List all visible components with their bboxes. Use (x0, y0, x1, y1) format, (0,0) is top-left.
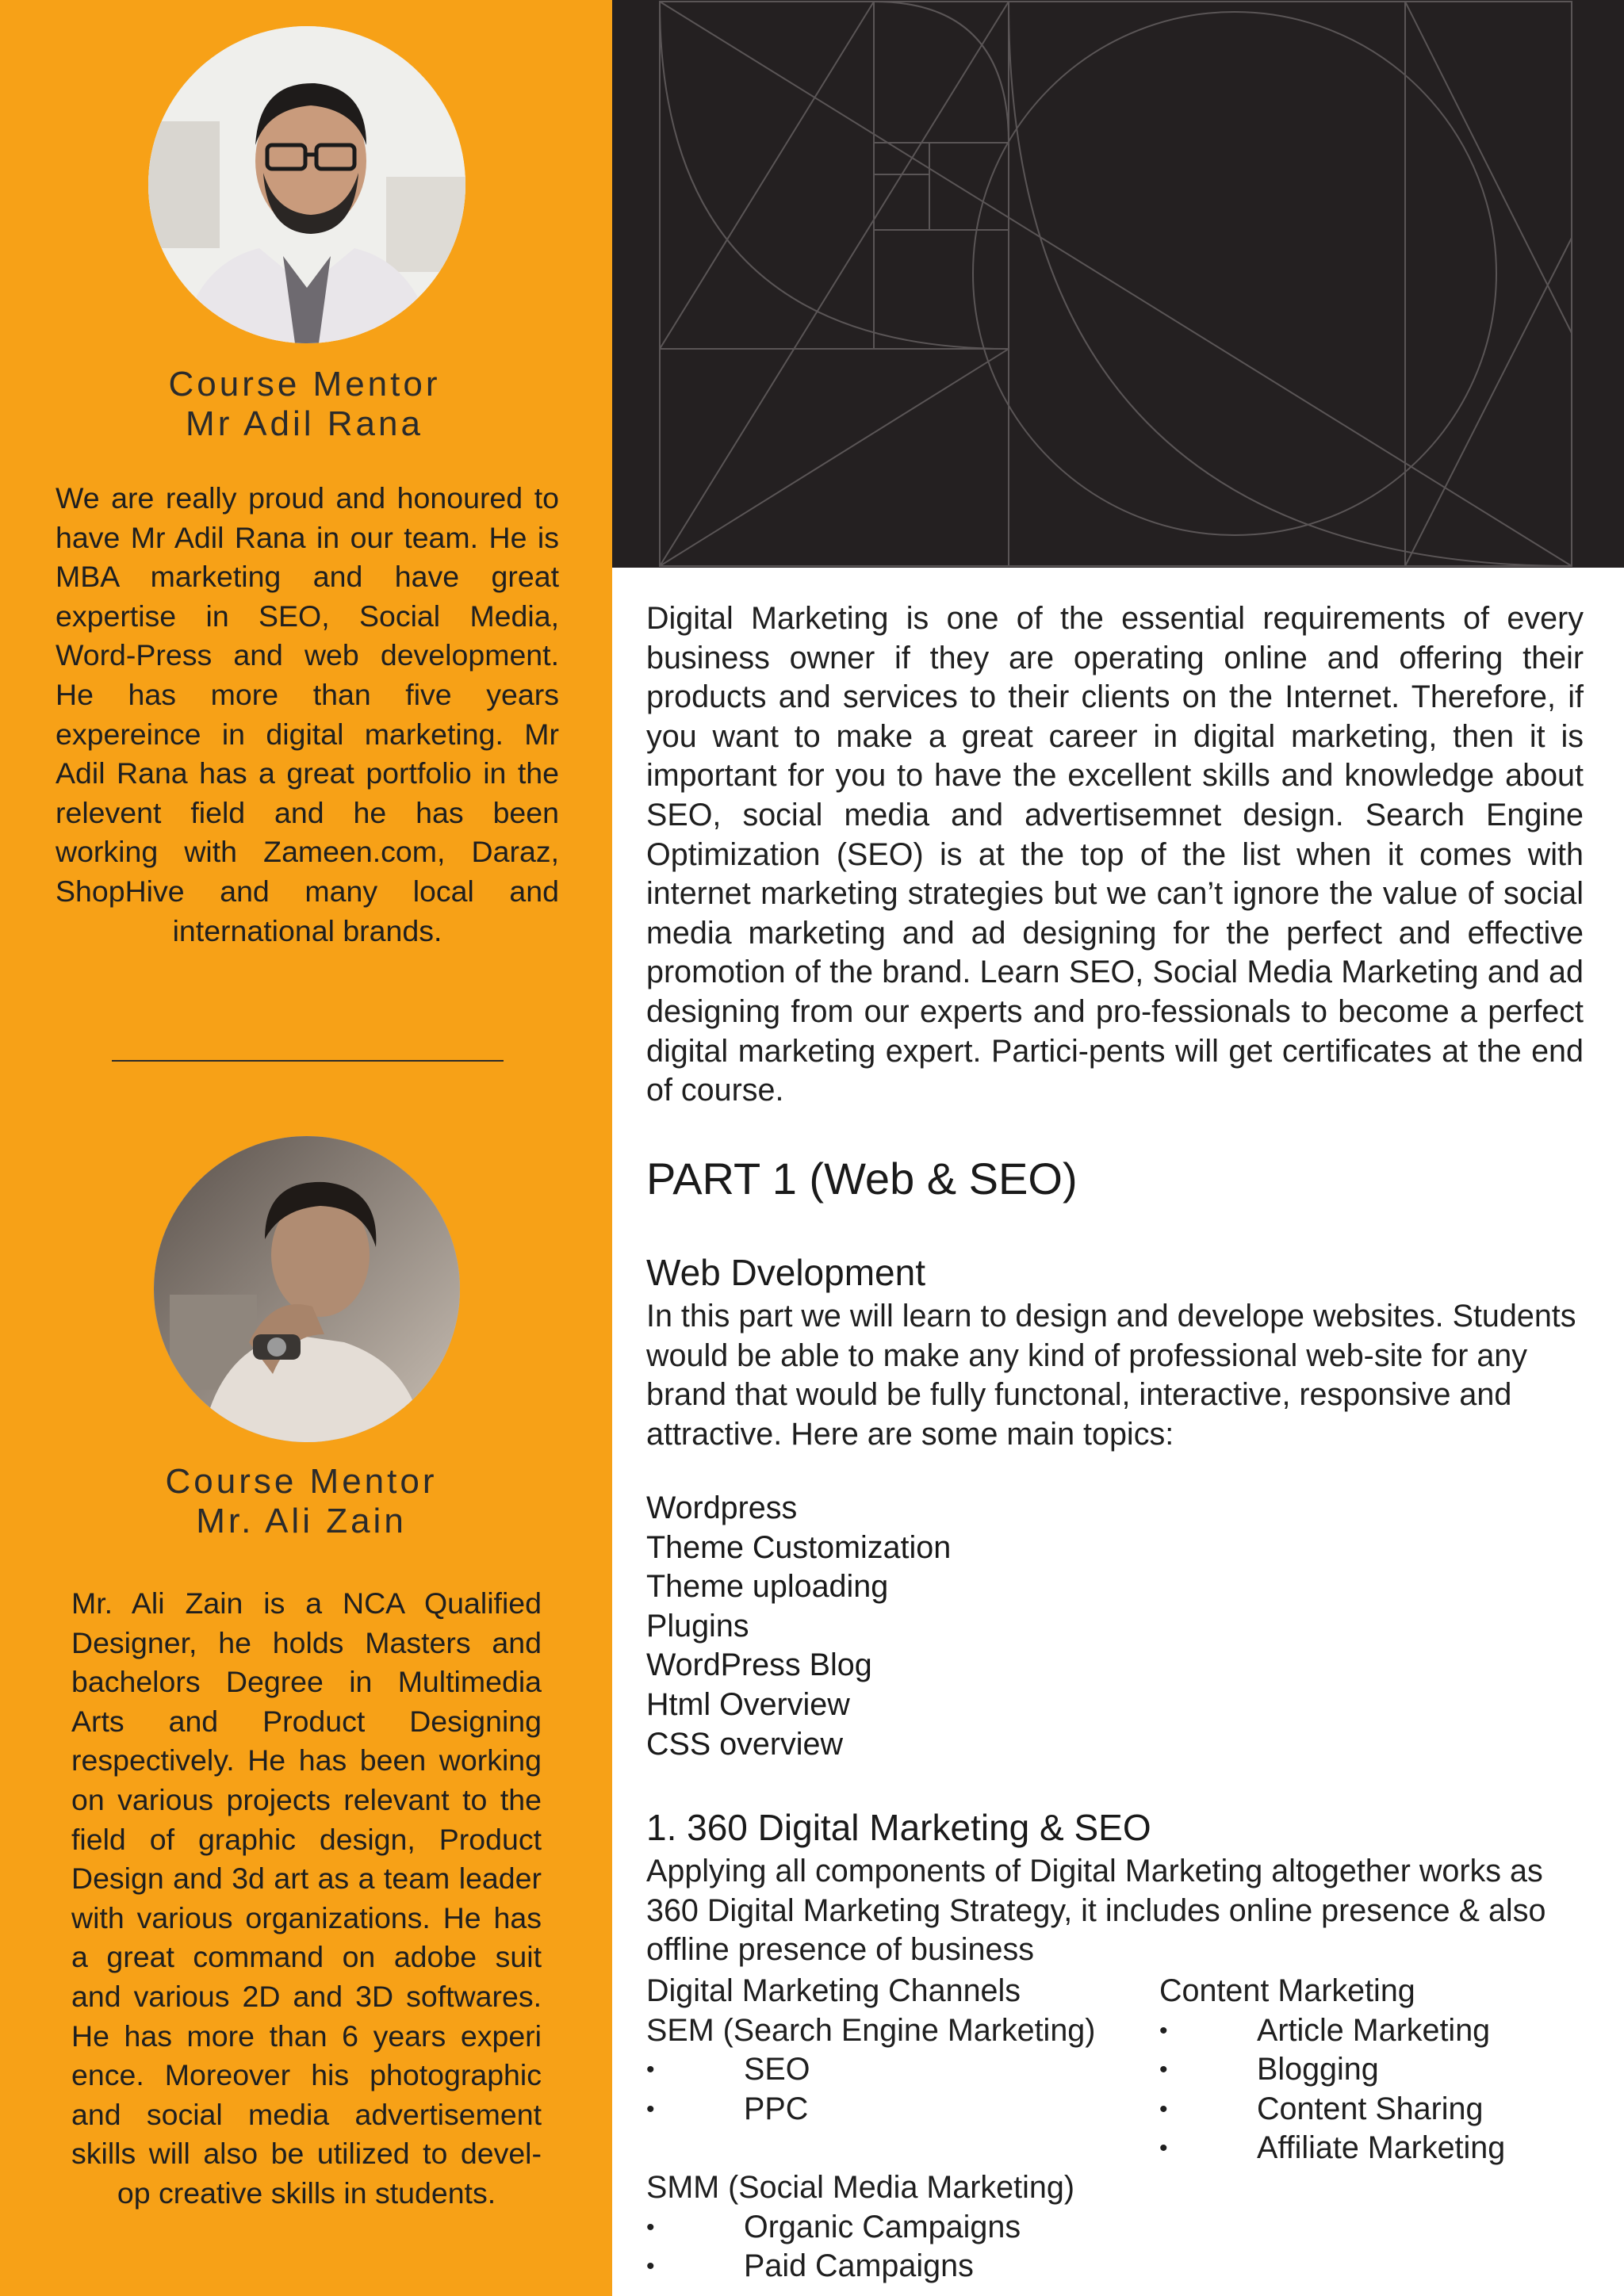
part-1-title: PART 1 (Web & SEO) (646, 1154, 1078, 1203)
digital-marketing-text: Applying all components of Digital Marketing altogether works as 360 Digital Marketing Strategy, it includes online presence & also offline presence of business (646, 1854, 1546, 1968)
list-item: • Article Marketing (1159, 2011, 1505, 2051)
mentor-divider (112, 1060, 504, 1062)
avatar-portrait-1 (148, 26, 465, 343)
list-item: • Affiliate Marketing (1159, 2129, 1505, 2168)
spacer (646, 2129, 1095, 2168)
mentor-bio-1: We are really proud and honoured to have Mr Adil Rana in our team. He is MBA marketing and have great expertise in SEO, Social Media, Word-Press and web development. He has more than five years expereince in digital marketing. Mr Adil Rana has a great portfolio in the relevent field and he has been working with Zameen.com, Daraz, ShopHive and many local and international brands. (56, 481, 559, 947)
mentor-sidebar (0, 0, 612, 2296)
smm-heading: SMM (Social Media Marketing) (646, 2169, 1074, 2205)
mentor-role-1: Course Mentor (168, 365, 441, 404)
mentor-name-2: Mr. Ali Zain (196, 1502, 407, 1540)
hero-pattern (612, 0, 1624, 568)
list-item: Plugins (646, 1608, 749, 1644)
list-item: Theme uploading (646, 1569, 889, 1605)
list-item: CSS overview (646, 1726, 844, 1762)
content-marketing-heading: Content Marketing (1159, 1973, 1415, 2008)
mentor-role-2: Course Mentor (165, 1462, 438, 1501)
content-marketing-column (1159, 1972, 1505, 2168)
list-item: • Organic Campaigns (646, 2208, 1095, 2248)
mentor-photo-adil-rana (148, 26, 465, 343)
list-item: WordPress Blog (646, 1647, 872, 1683)
web-topics-list (646, 1489, 951, 1764)
sem-heading: SEM (Search Engine Marketing) (646, 2012, 1096, 2048)
golden-ratio-pattern (612, 0, 1624, 568)
list-item: Html Overview (646, 1686, 850, 1722)
mentor-name-1: Mr Adil Rana (186, 404, 423, 443)
list-item: • PPC (646, 2090, 1095, 2130)
list-item: Theme Customization (646, 1529, 952, 1565)
mentor-photo-ali-zain (154, 1136, 460, 1442)
list-item: • Paid Campaigns (646, 2247, 1095, 2286)
list-item: Wordpress (646, 1490, 798, 1525)
web-development-title: Web Dvelopment (646, 1252, 925, 1293)
mentor-bio-2: Mr. Ali Zain is a NCA Qualified Designer, he holds Masters and bachelors Degree in Multimedia Arts and Product Designing respectively. He has been working on various projects relevant to the field of graphic design, Product Design and 3d art as a team leader with various organizations. He has a great command on adobe suit and various 2D and 3D softwares. He has more than 6 years experi ence. Moreover his photographic and social media advertisement skills will also be utilized to devel-op creative skills in students. (71, 1586, 542, 2210)
channels-heading: Digital Marketing Channels (646, 1973, 1021, 2008)
course-intro-text: Digital Marketing is one of the essential requirements of every business owner if they are operating online and offering their products and services to their clients on the Internet. Therefore, if you want to make a great career in digital marketing, then it is important for you to have the excellent skills and knowledge about SEO, social media and advertisemnet design. Search Engine Optimization (SEO) is at the top of the list when it comes with internet marketing strategies but we can’t ignore the value of social media marketing and ad designing for the perfect and effective promotion of the brand. Learn SEO, Social Media Marketing and ad designing from our experts and pro-fessionals to become a perfect digital marketing expert. Partici-pents will get certificates at the end of course. (646, 601, 1584, 1108)
digital-marketing-title: 1. 360 Digital Marketing & SEO (646, 1807, 1151, 1848)
avatar-portrait-2 (154, 1136, 460, 1442)
channels-column (646, 1972, 1095, 2286)
web-development-text: In this part we will learn to design and develope websites. Students would be able to make any kind of professional web-site for any brand that would be fully functonal, interactive, responsive and attractive. Here are some main topics: (646, 1299, 1576, 1452)
list-item: • SEO (646, 2050, 1095, 2090)
list-item: • Blogging (1159, 2050, 1505, 2090)
list-item: • Content Sharing (1159, 2090, 1505, 2130)
